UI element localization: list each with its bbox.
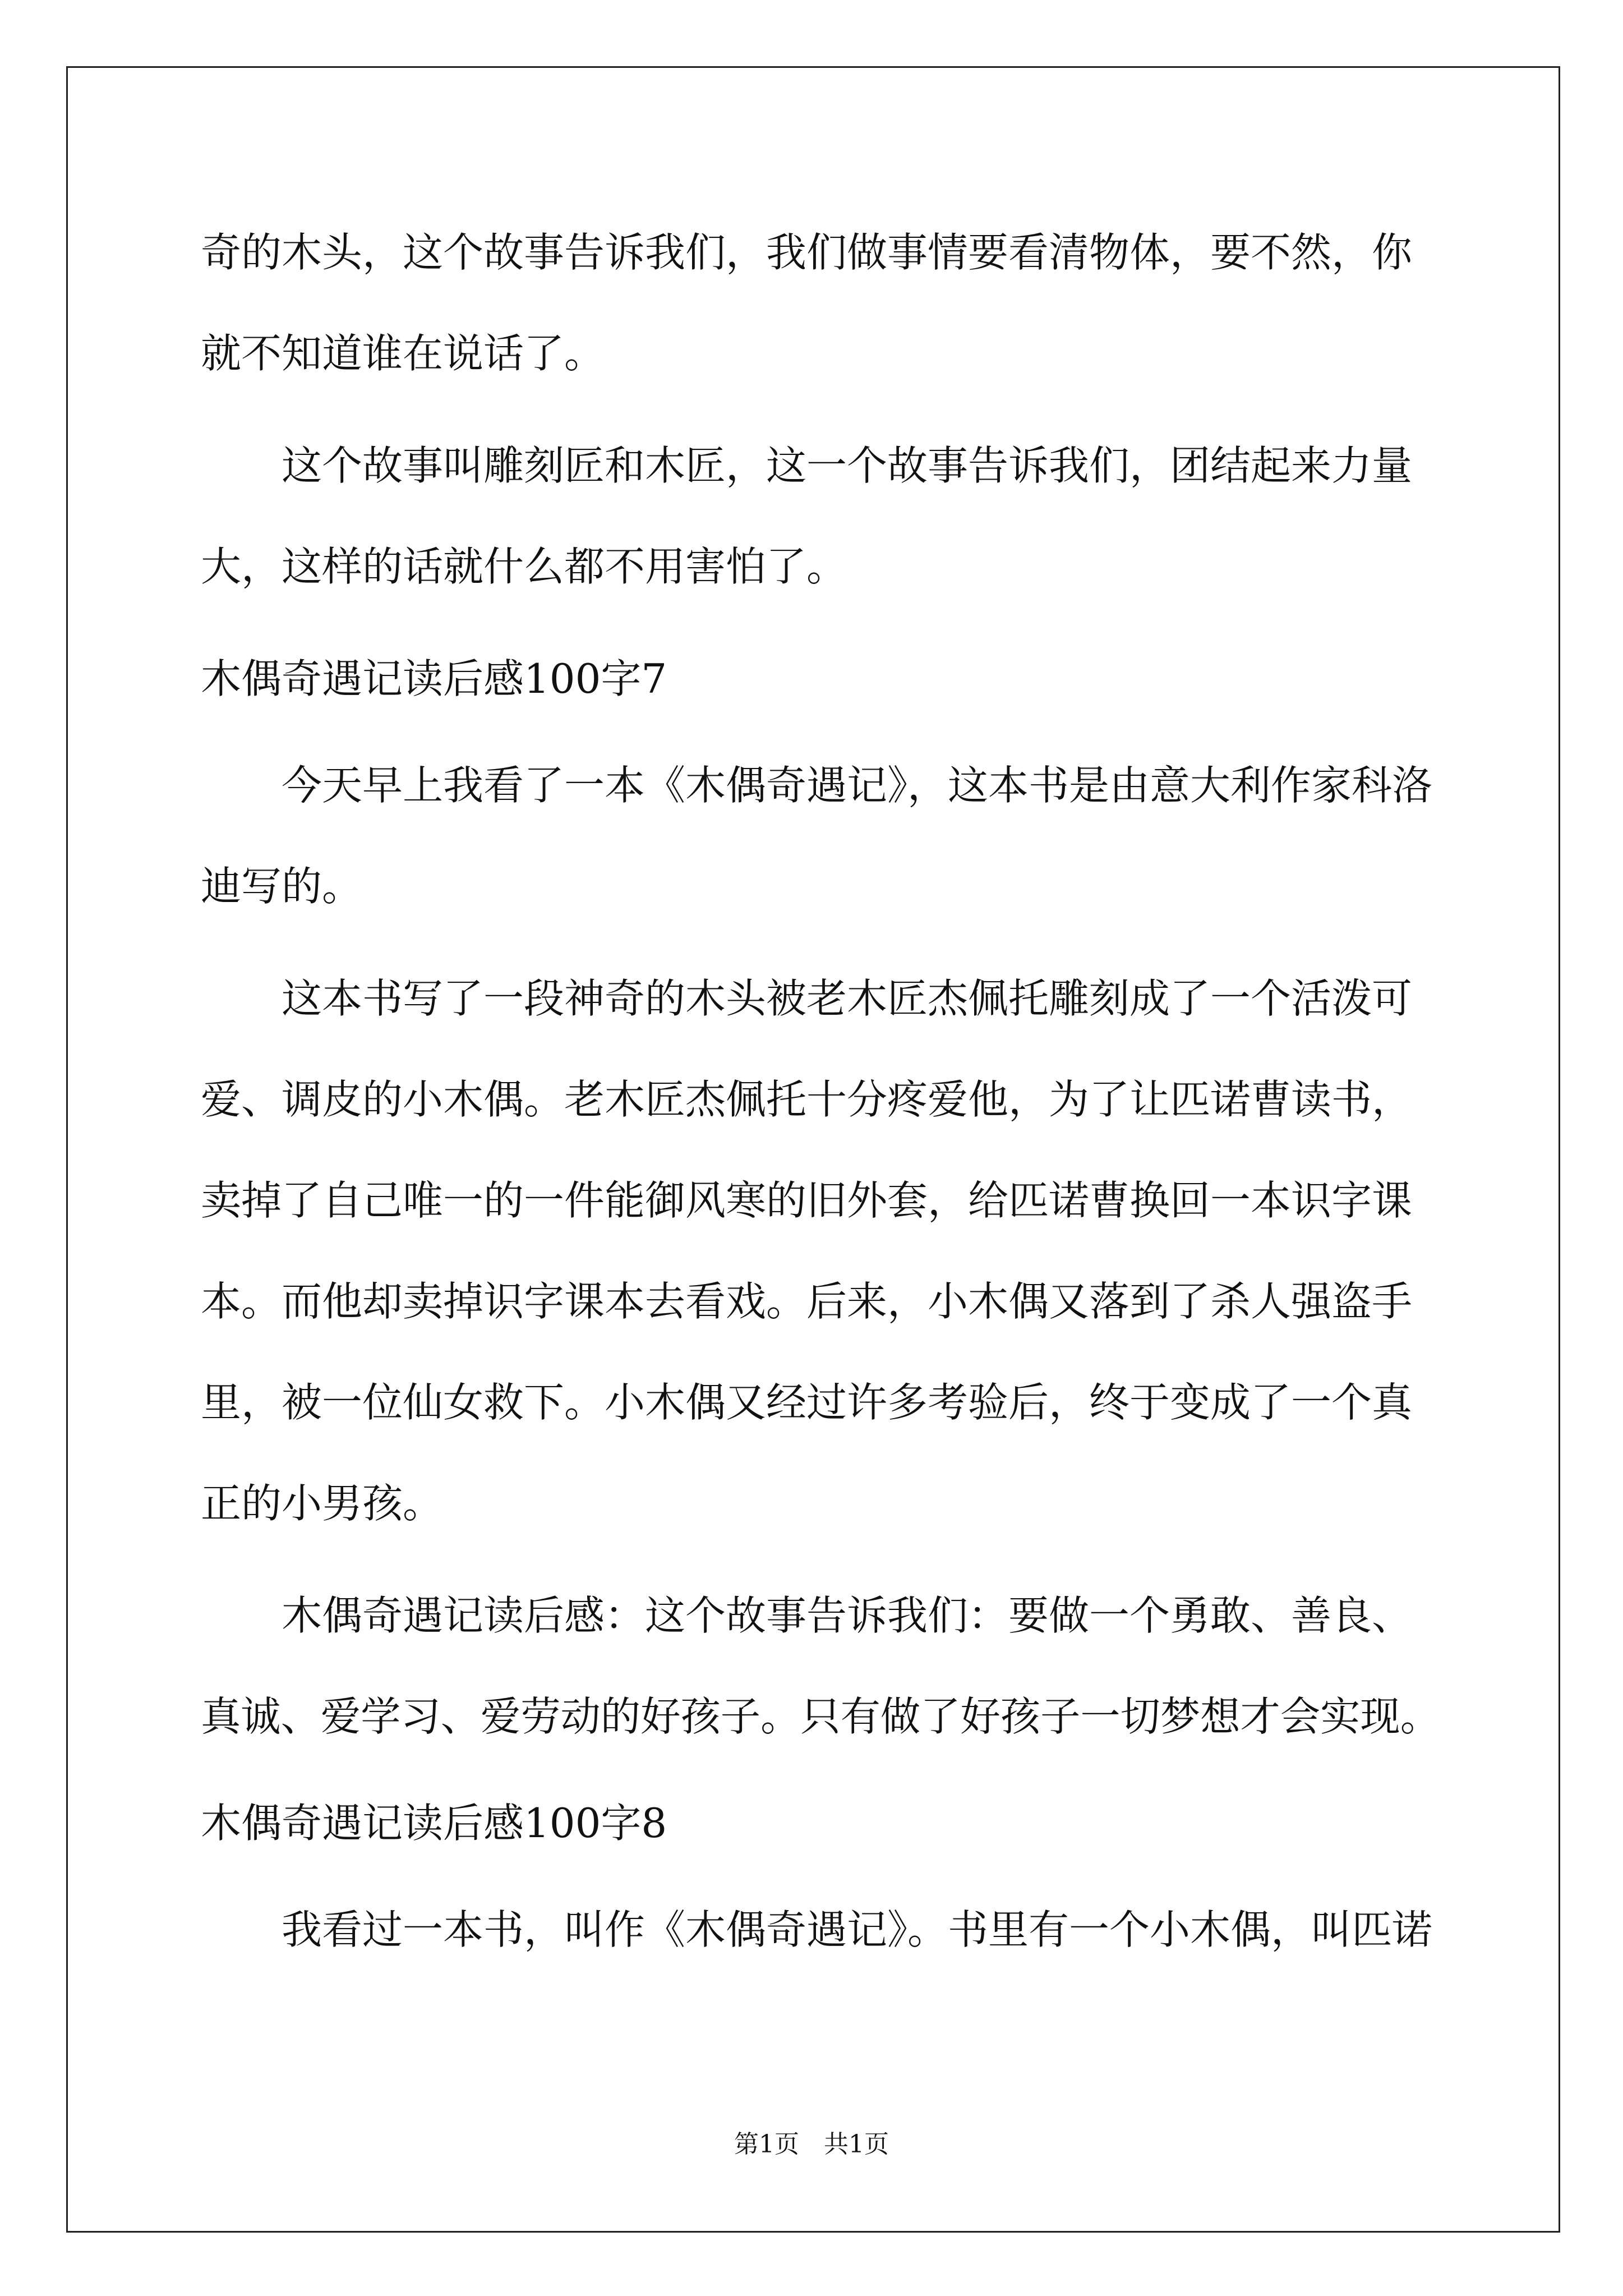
text-line: 这个故事叫雕刻匠和木匠，这一个故事告诉我们，团结起来力量 (201, 442, 1413, 489)
text-line: 木偶奇遇记读后感：这个故事告诉我们：要做一个勇敢、善良、 (201, 1592, 1413, 1639)
section-heading: 木偶奇遇记读后感100字7 (201, 655, 667, 702)
text-line: 里，被一位仙女救下。小木偶又经过许多考验后，终于变成了一个真 (201, 1379, 1413, 1426)
text-line: 卖掉了自己唯一的一件能御风寒的旧外套，给匹诺曹换回一本识字课 (201, 1177, 1413, 1224)
text-line: 真诚、爱学习、爱劳动的好孩子。只有做了好孩子一切梦想才会实现。 (201, 1693, 1441, 1740)
text-line: 就不知道谁在说话了。 (201, 330, 605, 377)
text-line: 本。而他却卖掉识字课本去看戏。后来，小木偶又落到了杀人强盗手 (201, 1278, 1413, 1325)
page-number-footer: 第1页 共1页 (734, 2130, 889, 2159)
text-line: 迪写的。 (201, 863, 363, 910)
text-line: 奇的木头，这个故事告诉我们，我们做事情要看清物体，要不然，你 (201, 229, 1413, 276)
text-line: 正的小男孩。 (201, 1480, 444, 1527)
text-line: 大，这样的话就什么都不用害怕了。 (201, 543, 847, 590)
text-line: 这本书写了一段神奇的木头被老木匠杰佩托雕刻成了一个活泼可 (201, 975, 1413, 1022)
text-line: 爱、调皮的小木偶。老木匠杰佩托十分疼爱他，为了让匹诺曹读书， (201, 1076, 1413, 1123)
text-line: 我看过一本书，叫作《木偶奇遇记》。书里有一个小木偶，叫匹诺 (201, 1906, 1433, 1953)
text-line: 今天早上我看了一本《木偶奇遇记》，这本书是由意大利作家科洛 (201, 762, 1433, 809)
section-heading: 木偶奇遇记读后感100字8 (201, 1800, 667, 1847)
